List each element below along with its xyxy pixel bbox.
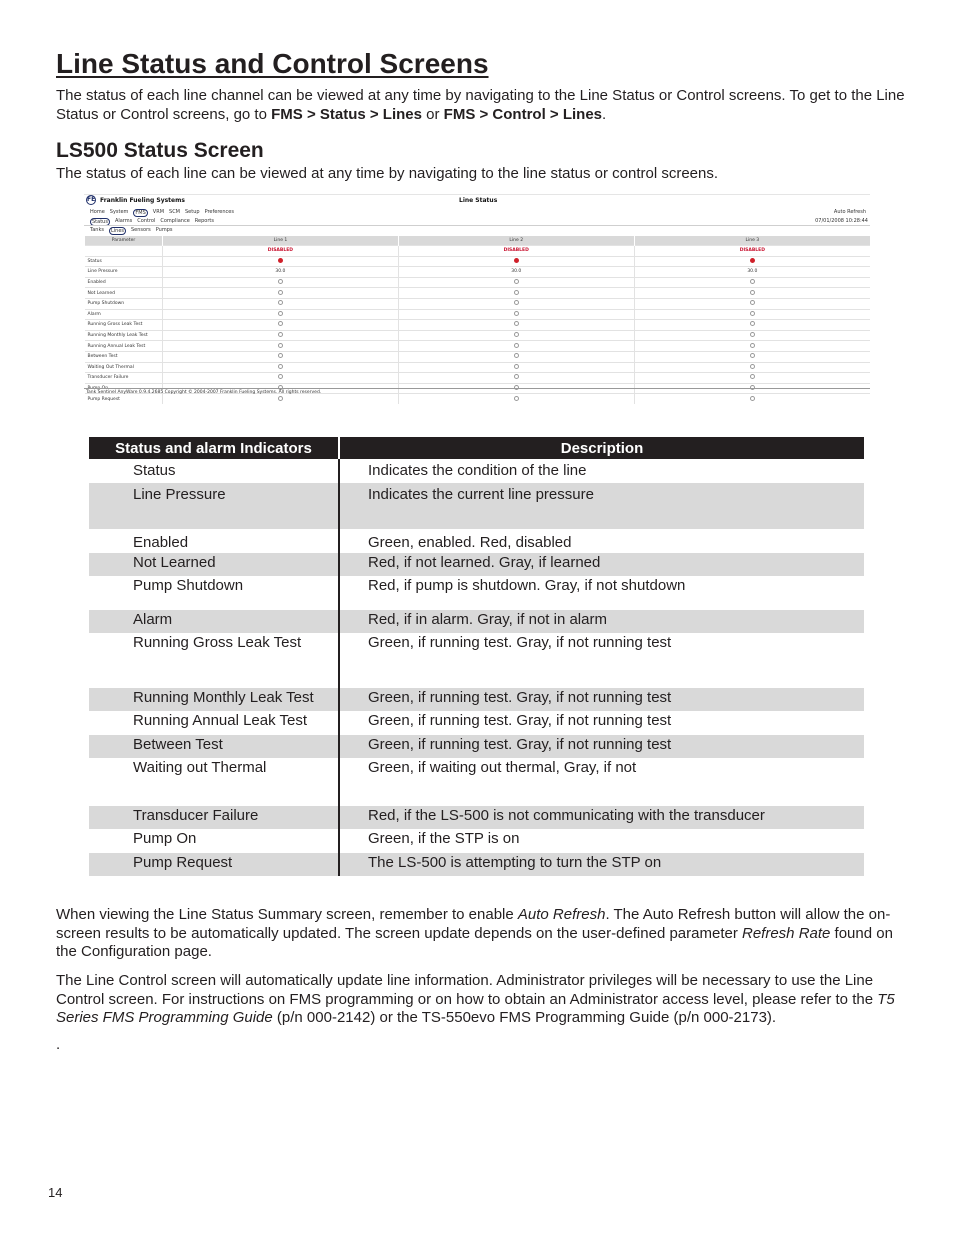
table-row [85, 246, 871, 257]
nav-setup[interactable]: Setup [185, 209, 200, 215]
indicator-desc: Green, if waiting out thermal, Gray, if not [368, 759, 637, 776]
intro-or: or [421, 105, 444, 123]
table-row [89, 806, 864, 829]
table-row [85, 341, 871, 352]
gray-indicator-icon [278, 321, 283, 326]
row-label: Line Pressure [85, 267, 163, 278]
gray-indicator-icon [750, 300, 755, 305]
auto-refresh-button[interactable]: Auto Refresh [833, 209, 866, 215]
nav-fms[interactable]: FMS [135, 210, 146, 216]
nav-system[interactable]: System [109, 209, 129, 215]
indicator-name: Between Test [89, 735, 339, 758]
timestamp: 07/01/2008 10:28:44 [815, 218, 868, 224]
row-label: Running Monthly Leak Test [85, 330, 163, 341]
nav-tanks[interactable]: Tanks [90, 227, 104, 233]
indicator-desc: Red, if not learned. Gray, if learned [339, 553, 864, 576]
table-row [89, 483, 864, 529]
footer-rule [84, 388, 870, 389]
gray-indicator-icon [514, 290, 519, 295]
p1-refresh-rate: Refresh Rate [742, 924, 831, 942]
row-label: Enabled [85, 277, 163, 288]
pressure-value: 30.0 [398, 267, 634, 278]
gray-indicator-icon [278, 343, 283, 348]
indicator-name: Pump Shutdown [89, 576, 339, 610]
gray-indicator-icon [278, 332, 283, 337]
gray-indicator-icon [514, 332, 519, 337]
pressure-value: 30.0 [163, 267, 399, 278]
p2-text: (p/n 000-2142) or the TS-550evo FMS Programming Guide (p/n 000-2173). [272, 1009, 777, 1027]
col-line-1: Line 1 [163, 236, 399, 246]
auto-refresh-paragraph [56, 906, 906, 962]
header-indicators: Status and alarm Indicators [89, 437, 339, 459]
gray-indicator-icon [750, 374, 755, 379]
indicator-name: Running Annual Leak Test [89, 711, 339, 735]
indicator-desc: Indicates the condition of the line [368, 462, 587, 479]
table-row [85, 256, 871, 267]
gray-indicator-icon [278, 300, 283, 305]
p2-text: The Line Control screen will automatically update line information. Administrator privileges will be necessary to use the Line Control screen. For instructions on FMS programming or on how to obtain an Administrator access level, please refer to the [56, 972, 878, 1008]
copyright-footer: Tank Sentinel AnyWare 0.9.4.2685 Copyright © 2004-2007 Franklin Fueling Systems. All rights reserved. [86, 390, 322, 395]
indicator-name: Not Learned [89, 553, 339, 576]
table-row [89, 610, 864, 633]
row-label: Pump Shutdown [85, 298, 163, 309]
nav-separator [84, 225, 870, 226]
indicator-name: Line Pressure [89, 483, 339, 529]
gray-indicator-icon [514, 364, 519, 369]
indicator-name: Running Gross Leak Test [89, 633, 339, 688]
main-nav [90, 209, 234, 217]
indicator-name: Pump Request [89, 853, 339, 876]
p1-auto-refresh: Auto Refresh [517, 906, 606, 923]
nav-lines[interactable]: Lines [110, 228, 124, 234]
gray-indicator-icon [750, 332, 755, 337]
line-control-paragraph [56, 972, 906, 1028]
red-status-icon [750, 258, 755, 263]
indicator-table [89, 437, 864, 876]
line-1-state: DISABLED [163, 246, 399, 257]
screen-title: Line Status [459, 197, 498, 204]
p1-text: When viewing the Line Status Summary screen, remember to enable [56, 906, 518, 923]
gray-indicator-icon [514, 343, 519, 348]
line-status-table [84, 236, 870, 404]
indicator-name: Alarm [89, 610, 339, 633]
control-path: FMS > Control > Lines [443, 105, 603, 123]
gray-indicator-icon [514, 321, 519, 326]
indicator-desc: Green, if the STP is on [368, 830, 520, 847]
red-status-icon [278, 258, 283, 263]
table-row [89, 529, 864, 553]
gray-indicator-icon [278, 279, 283, 284]
indicator-desc: Green, if running test. Gray, if not running test [339, 688, 864, 711]
gray-indicator-icon [750, 364, 755, 369]
table-row [89, 553, 864, 576]
table-row [89, 688, 864, 711]
table-row [85, 373, 871, 384]
gray-indicator-icon [514, 300, 519, 305]
table-row [89, 829, 864, 853]
table-row [85, 320, 871, 331]
gray-indicator-icon [514, 374, 519, 379]
gray-indicator-icon [750, 290, 755, 295]
page-title: Line Status and Control Screens [56, 48, 489, 79]
gray-indicator-icon [278, 364, 283, 369]
gray-indicator-icon [278, 374, 283, 379]
gray-indicator-icon [278, 353, 283, 358]
row-label: Between Test [85, 351, 163, 362]
indicator-desc: Red, if the LS-500 is not communicating with the transducer [339, 806, 864, 829]
row-label: Pump Request [85, 394, 163, 404]
gray-indicator-icon [750, 343, 755, 348]
nav-control[interactable]: Control [137, 218, 156, 224]
nav-vrm[interactable]: VRM [152, 209, 165, 215]
nav-compliance[interactable]: Compliance [160, 218, 190, 224]
indicator-name: Enabled [89, 529, 339, 553]
page-number: 14 [48, 1185, 63, 1200]
col-line-2: Line 2 [398, 236, 634, 246]
nav-reports[interactable]: Reports [194, 218, 214, 224]
table-row [85, 309, 871, 320]
indicator-name: Running Monthly Leak Test [89, 688, 339, 711]
franklin-logo-icon: FE [87, 196, 96, 203]
indicator-name: Transducer Failure [89, 806, 339, 829]
indicator-name: Waiting out Thermal [89, 758, 339, 806]
row-label: Waiting Out Thermal [85, 362, 163, 373]
logo-text: Franklin Fueling Systems [100, 197, 185, 204]
table-row [85, 362, 871, 373]
indicator-name: Pump On [89, 829, 339, 853]
line-status-screenshot [84, 191, 870, 409]
row-label: Transducer Failure [85, 373, 163, 384]
row-label: Running Gross Leak Test [85, 320, 163, 331]
gray-indicator-icon [750, 279, 755, 284]
col-line-3: Line 3 [634, 236, 870, 246]
line-2-state: DISABLED [398, 246, 634, 257]
row-label: Status [85, 256, 163, 267]
table-row [89, 459, 864, 483]
table-row [85, 277, 871, 288]
nav-preferences[interactable]: Preferences [204, 209, 234, 215]
gray-indicator-icon [278, 396, 283, 401]
p1-text: found on the Configuration page. [56, 924, 893, 961]
indicator-desc: Green, if running test. Gray, if not running test [339, 735, 864, 758]
table-row [85, 288, 871, 299]
gray-indicator-icon [750, 321, 755, 326]
status-path: FMS > Status > Lines [271, 105, 422, 123]
screenshot-top-rule [84, 194, 870, 195]
indicator-desc: Indicates the current line pressure [339, 483, 864, 529]
nav-sensors[interactable]: Sensors [131, 227, 151, 233]
table-row [89, 711, 864, 735]
red-status-icon [514, 258, 519, 263]
gray-indicator-icon [750, 353, 755, 358]
indicator-desc: Green, if running test. Gray, if not running test [368, 712, 672, 729]
table-row [85, 351, 871, 362]
nav-status[interactable]: Status [92, 219, 108, 225]
row-label: Alarm [85, 309, 163, 320]
table-row [89, 633, 864, 688]
indicator-desc: Green, enabled. Red, disabled [368, 534, 572, 551]
gray-indicator-icon [514, 396, 519, 401]
section-text: The status of each line can be viewed at any time by navigating to the line status or control screens. [56, 165, 719, 182]
nav-scm[interactable]: SCM [169, 209, 180, 215]
table-row [85, 267, 871, 278]
table-row [89, 853, 864, 876]
nav-pumps[interactable]: Pumps [155, 227, 173, 233]
table-row [85, 394, 871, 404]
gray-indicator-icon [278, 290, 283, 295]
header-description: Description [339, 437, 864, 459]
p1-text: . The Auto Refresh button will allow the on-screen results to be automatically updated. The screen update depends on the user-defined parameter [56, 906, 891, 942]
table-row [89, 735, 864, 758]
p2-guide-title: T5 Series FMS Programming Guide [56, 990, 895, 1027]
line-3-state: DISABLED [634, 246, 870, 257]
pressure-value: 30.0 [634, 267, 870, 278]
gray-indicator-icon [278, 311, 283, 316]
nav-home[interactable]: Home [90, 209, 105, 215]
gray-indicator-icon [514, 353, 519, 358]
gray-indicator-icon [514, 279, 519, 284]
indicator-name: Status [89, 459, 339, 483]
indicator-desc: The LS-500 is attempting to turn the STP on [339, 853, 864, 876]
gray-indicator-icon [514, 311, 519, 316]
intro-end: . [602, 105, 607, 123]
row-label: Running Annual Leak Test [85, 341, 163, 352]
nav-alarms[interactable]: Alarms [114, 218, 133, 224]
section-title: LS500 Status Screen [56, 139, 264, 162]
status-nav [90, 227, 173, 235]
table-row [85, 330, 871, 341]
col-parameter: Parameter [85, 236, 163, 246]
stray-dot: . [56, 1036, 61, 1053]
indicator-desc: Green, if running test. Gray, if not running test [368, 634, 672, 651]
table-row [89, 576, 864, 610]
indicator-desc: Red, if pump is shutdown. Gray, if not shutdown [368, 577, 686, 594]
intro-paragraph [56, 87, 906, 124]
table-row [85, 298, 871, 309]
table-row [89, 758, 864, 806]
row-label: Not Learned [85, 288, 163, 299]
intro-text: The status of each line channel can be viewed at any time by navigating to the Line Status or Control screens. To get to the Line Status or Control screens, go to [56, 87, 905, 123]
gray-indicator-icon [750, 311, 755, 316]
gray-indicator-icon [750, 396, 755, 401]
indicator-desc: Red, if in alarm. Gray, if not in alarm [339, 610, 864, 633]
